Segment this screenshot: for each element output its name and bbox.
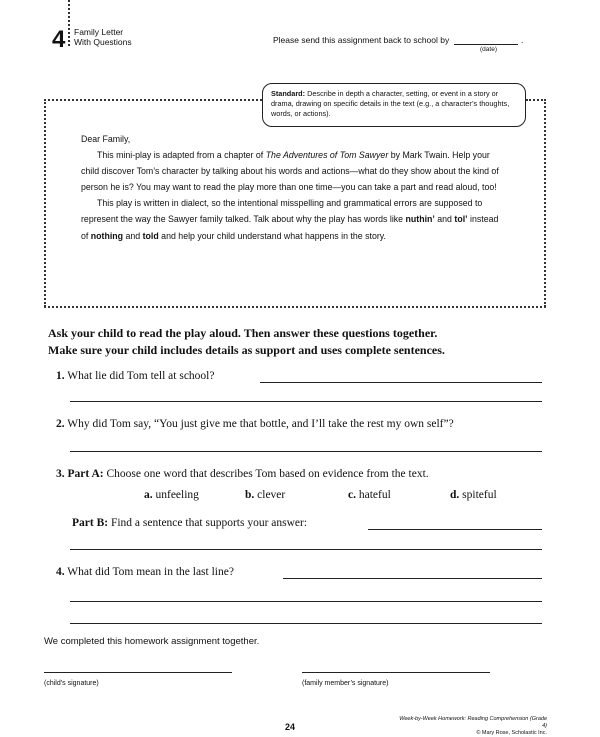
answer-line-2[interactable] [70, 451, 542, 452]
question-4 [56, 566, 234, 578]
due-date-line[interactable] [454, 44, 518, 45]
lesson-label [74, 27, 132, 47]
due-date-period: . [521, 35, 524, 45]
completed-statement: We completed this homework assignment together. [44, 636, 260, 647]
question-1 [56, 370, 214, 382]
instructions-line-1: Ask your child to read the play aloud. Then answer these questions together. [48, 326, 438, 340]
footer-credit [395, 716, 547, 737]
question-3-number: 3. [56, 468, 65, 480]
credit-line-2: © Mary Rose, Scholastic Inc. [476, 730, 547, 736]
family-letter [81, 131, 506, 244]
page-number: 24 [285, 722, 296, 732]
child-signature-label: (child’s signature) [44, 680, 99, 687]
answer-line-1b[interactable] [70, 401, 542, 402]
send-back-text: Please send this assignment back to school by [273, 35, 450, 45]
part-b-text: Find a sentence that supports your answer: [110, 517, 308, 529]
choice-a[interactable]: a. unfeeling [144, 489, 199, 501]
letter-frame-left [44, 99, 46, 307]
lesson-label-line1: Family Letter [74, 27, 124, 37]
letter-paragraph-2: This play is written in dialect, so the intentional misspelling and grammatical errors are supposed to represent the way the Sawyer family talked. Talk about why the play has words like nuthin’ and tol’ instead of nothing and told and help your child understand what happens in the story. [81, 198, 499, 241]
letter-greeting: Dear Family, [81, 134, 131, 144]
standard-text: Describe in depth a character, setting, or event in a story or drama, drawing on specific details in the text (e.g., a character’s thoughts, words, or actions). [271, 89, 510, 118]
standard-label: Standard: [271, 89, 306, 98]
choice-d[interactable]: d. spiteful [450, 489, 497, 501]
standard-box [262, 83, 526, 127]
letter-frame-top-left [44, 99, 262, 101]
instructions-line-2: Make sure your child includes details as support and uses complete sentences. [48, 343, 445, 357]
question-3-part-a: Part A: [67, 468, 104, 480]
family-signature-line[interactable] [302, 672, 490, 673]
question-3-text: Choose one word that describes Tom based on evidence from the text. [106, 468, 429, 480]
question-2 [56, 418, 454, 430]
letter-frame-bottom [44, 306, 546, 308]
date-label: (date) [480, 46, 497, 53]
letter-frame-top-right [526, 99, 546, 101]
question-2-text: Why did Tom say, “You just give me that bottle, and I’ll take the rest my own self”? [67, 418, 454, 430]
answer-line-3b[interactable] [70, 549, 542, 550]
choice-c[interactable]: c. hateful [348, 489, 391, 501]
lesson-label-line2: With Questions [74, 37, 132, 47]
answer-line-3a[interactable] [368, 529, 542, 530]
answer-line-1a[interactable] [260, 382, 542, 383]
question-2-number: 2. [56, 418, 65, 430]
answer-line-4b[interactable] [70, 601, 542, 602]
part-b-label: Part B: [72, 517, 109, 529]
choice-b[interactable]: b. clever [245, 489, 286, 501]
family-signature-label: (family member’s signature) [302, 680, 389, 687]
instructions [48, 325, 568, 359]
letter-paragraph-1: This mini-play is adapted from a chapter of The Adventures of Tom Sawyer by Mark Twain. Help your child discover Tom’s character by talking about his words and actions—what do they show about the kind of person he is? You may want to read the play more than one time—you can take a part and read aloud, too! [81, 150, 499, 193]
question-1-number: 1. [56, 370, 65, 382]
question-3-part-b [72, 517, 307, 529]
question-3 [56, 468, 429, 480]
letter-frame-right [544, 99, 546, 307]
question-1-text: What lie did Tom tell at school? [67, 370, 215, 382]
question-4-number: 4. [56, 566, 65, 578]
question-4-text: What did Tom mean in the last line? [67, 566, 234, 578]
header-dotted-rule [68, 0, 70, 46]
credit-line-1: Week-by-Week Homework: Reading Comprehension (Grade 4) [399, 716, 547, 729]
answer-line-4a[interactable] [283, 578, 542, 579]
answer-line-4c[interactable] [70, 623, 542, 624]
lesson-number: 4 [52, 26, 66, 53]
book-title: The Adventures of Tom Sawyer [265, 150, 389, 161]
child-signature-line[interactable] [44, 672, 232, 673]
